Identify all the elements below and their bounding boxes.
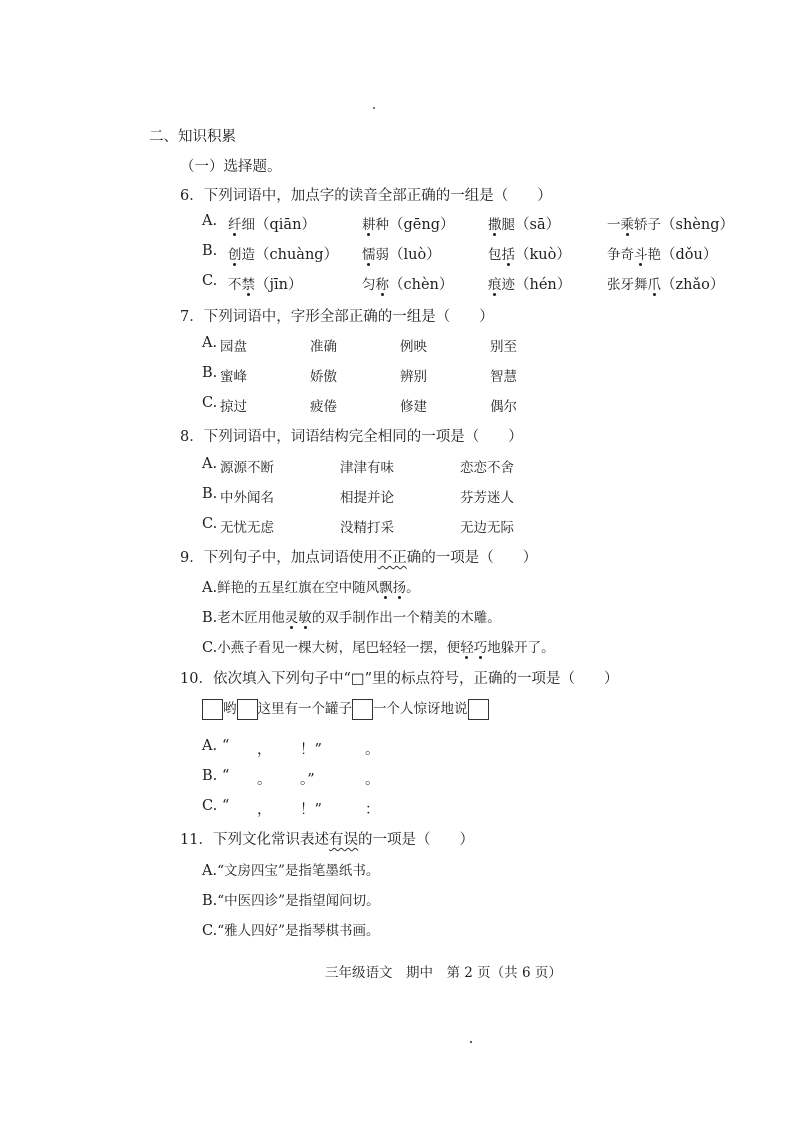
dotted-char: 痕 — [488, 273, 502, 293]
dotted-char: 禁 — [242, 273, 256, 293]
dotted-char: 懦 — [362, 243, 376, 263]
word-item: 无边无际 — [460, 520, 514, 536]
dotted-phrase — [379, 580, 406, 596]
pinyin: （luò） — [389, 247, 441, 263]
pinyin-item — [607, 213, 734, 234]
word-post: 细 — [241, 217, 255, 233]
word-item: 智慧 — [490, 369, 517, 385]
option-line — [202, 606, 501, 626]
pinyin-item — [488, 273, 571, 294]
section-title: 二、知识积累 — [149, 129, 236, 145]
option-line — [202, 859, 379, 879]
option-label: B. — [202, 365, 218, 381]
word-item: 疲倦 — [310, 399, 337, 415]
scan-speck — [373, 107, 375, 109]
question-8-stem: 8．下列词语中，词语结构完全相同的一项是（ ） — [180, 429, 523, 445]
pinyin-item — [488, 243, 571, 264]
pinyin-item — [607, 243, 717, 264]
option-label: A. — [202, 738, 218, 754]
option-label: B. — [202, 893, 218, 909]
sentence-pre: 小燕子看见一棵大树，尾巴轻轻一摆，便 — [217, 640, 461, 656]
pinyin: （jīn） — [255, 277, 303, 293]
blank-box — [202, 699, 223, 720]
option-line — [202, 919, 380, 939]
pinyin-item — [228, 213, 316, 234]
dotted-char: 称 — [376, 273, 390, 293]
pinyin: （chuàng） — [255, 247, 339, 263]
word-item: 准确 — [310, 339, 337, 355]
dotted-char: 飘 — [379, 576, 393, 596]
blank-box — [237, 699, 258, 720]
pinyin-item — [228, 273, 302, 294]
option-text: “雅人四好”是指琴棋书画。 — [217, 923, 380, 939]
word-pre: 争奇 — [607, 247, 634, 263]
word-item: 恋恋不舍 — [460, 460, 514, 476]
punctuation-mark: ， — [257, 742, 272, 758]
word-item: 津津有味 — [340, 460, 394, 476]
word-post: 种 — [375, 217, 389, 233]
question-9-stem-mark: 不正 — [377, 550, 407, 566]
dotted-char: 爪 — [648, 273, 662, 293]
subsection-title: （一）选择题。 — [180, 159, 282, 175]
word-item: 辨别 — [400, 369, 427, 385]
dotted-char: 敏 — [298, 606, 312, 626]
word-pre: 不 — [228, 277, 242, 293]
word-pre: 匀 — [362, 277, 376, 293]
option-text: “中医四诊”是指望闻问切。 — [217, 893, 380, 909]
punctuation-mark: 。 — [257, 772, 272, 788]
sentence-post: 。 — [406, 580, 420, 596]
dotted-char: 撒 — [488, 213, 502, 233]
sentence-part-b: 这里有一个罐子 — [257, 701, 352, 717]
question-10-sentence — [202, 697, 489, 720]
option-label: B. — [202, 610, 218, 626]
option-label: C. — [202, 395, 218, 411]
pinyin: （chèn） — [389, 277, 454, 293]
word-item: 修建 — [400, 399, 427, 415]
option-label: A. — [202, 863, 218, 879]
question-6-stem: 6．下列词语中，加点字的读音全部正确的一组是（ ） — [180, 188, 552, 204]
dotted-phrase — [285, 610, 312, 626]
question-9-stem-post: 确的一项是（ ） — [406, 550, 538, 566]
pinyin: （zhǎo） — [661, 277, 725, 293]
pinyin-item — [607, 273, 724, 294]
word-item: 别至 — [490, 339, 517, 355]
option-line — [202, 889, 380, 909]
sentence-part-c: 一个人惊讶地说 — [373, 701, 468, 717]
word-item: 没精打采 — [340, 520, 394, 536]
option-line — [202, 576, 420, 596]
punctuation-mark: 。” — [300, 772, 315, 788]
sentence-post: 地躲开了。 — [487, 640, 555, 656]
pinyin-item — [362, 243, 441, 264]
option-label: C. — [202, 273, 218, 289]
sentence-part-a: 哟 — [223, 701, 237, 717]
sentence-pre: 老木匠用他 — [217, 610, 285, 626]
punctuation-mark: ！” — [300, 802, 322, 818]
option-label: A. — [202, 335, 218, 351]
pinyin: （sā） — [515, 217, 561, 233]
dotted-char: 括 — [502, 243, 516, 263]
question-11-stem-pre: 11．下列文化常识表述 — [180, 832, 329, 848]
word-item: 园盘 — [220, 339, 247, 355]
option-label: B. — [202, 486, 218, 502]
option-line — [202, 636, 555, 656]
word-post: 弱 — [375, 247, 389, 263]
dotted-char: 扬 — [393, 576, 407, 596]
word-item: 源源不断 — [220, 460, 274, 476]
option-label: C. — [202, 798, 218, 814]
word-item: 娇傲 — [310, 369, 337, 385]
pinyin-item — [488, 213, 560, 234]
option-label: C. — [202, 516, 218, 532]
option-label: A. — [202, 580, 218, 596]
dotted-char: 乘 — [621, 213, 635, 233]
pinyin: （hén） — [515, 277, 572, 293]
dotted-char: 巧 — [474, 636, 488, 656]
question-9-stem — [180, 546, 537, 567]
option-label: A. — [202, 456, 218, 472]
question-10-stem: 10．依次填入下列句子中“□”里的标点符号，正确的一项是（ ） — [180, 671, 619, 687]
sentence-post: 的双手制作出一个精美的木雕。 — [311, 610, 501, 626]
word-item: 无忧无虑 — [220, 520, 274, 536]
dotted-char: 斗 — [634, 243, 648, 263]
punctuation-mark: ， — [257, 802, 272, 818]
option-label: C. — [202, 923, 218, 939]
scan-speck — [470, 1041, 472, 1043]
word-item: 蜜峰 — [220, 369, 247, 385]
question-7-stem: 7．下列词语中，字形全部正确的一组是（ ） — [180, 309, 494, 325]
word-pre: 包 — [488, 247, 502, 263]
option-label: A. — [202, 213, 218, 229]
word-item: 偶尔 — [490, 399, 517, 415]
blank-box — [468, 699, 489, 720]
sentence-pre: 鲜艳的五星红旗在空中随风 — [217, 580, 380, 596]
word-pre: 张牙舞 — [607, 277, 648, 293]
page-footer: 三年级语文 期中 第 2 页（共 6 页） — [325, 965, 562, 981]
punctuation-mark: ： — [365, 802, 380, 818]
punctuation-mark: “ — [222, 798, 230, 814]
pinyin: （kuò） — [515, 247, 571, 263]
blank-box — [352, 699, 373, 720]
punctuation-mark: ！” — [300, 742, 322, 758]
pinyin-item — [228, 243, 338, 264]
dotted-char: 灵 — [285, 606, 299, 626]
word-post: 腿 — [501, 217, 515, 233]
dotted-char: 纤 — [228, 213, 242, 233]
word-item: 芬芳迷人 — [460, 490, 514, 506]
punctuation-mark: “ — [222, 768, 230, 784]
question-11-stem — [180, 828, 474, 849]
dotted-phrase — [460, 640, 487, 656]
word-post: 迹 — [501, 277, 515, 293]
word-item: 相提并论 — [340, 490, 394, 506]
pinyin-item — [362, 273, 453, 294]
word-post: 轿子 — [634, 217, 661, 233]
option-label: B. — [202, 243, 218, 259]
punctuation-mark: 。 — [365, 772, 380, 788]
pinyin: （dǒu） — [661, 247, 718, 263]
option-label: C. — [202, 640, 218, 656]
punctuation-mark: “ — [222, 738, 230, 754]
dotted-char: 耕 — [362, 213, 376, 233]
question-9-stem-pre: 9．下列句子中，加点词语使用 — [180, 550, 378, 566]
question-11-stem-mark: 有误 — [328, 832, 358, 848]
dotted-char: 创 — [228, 243, 242, 263]
word-item: 掠过 — [220, 399, 247, 415]
pinyin: （shèng） — [661, 217, 734, 233]
option-label: B. — [202, 768, 218, 784]
option-text: “文房四宝”是指笔墨纸书。 — [217, 863, 380, 879]
word-pre: 一 — [607, 217, 621, 233]
dotted-char: 轻 — [460, 636, 474, 656]
word-item: 例映 — [400, 339, 427, 355]
pinyin: （qiān） — [255, 217, 316, 233]
punctuation-mark: 。 — [365, 742, 380, 758]
word-post: 造 — [241, 247, 255, 263]
word-item: 中外闻名 — [220, 490, 274, 506]
pinyin-item — [362, 213, 454, 234]
word-post: 艳 — [647, 247, 661, 263]
question-11-stem-post: 的一项是（ ） — [357, 832, 474, 848]
pinyin: （gēng） — [389, 217, 455, 233]
